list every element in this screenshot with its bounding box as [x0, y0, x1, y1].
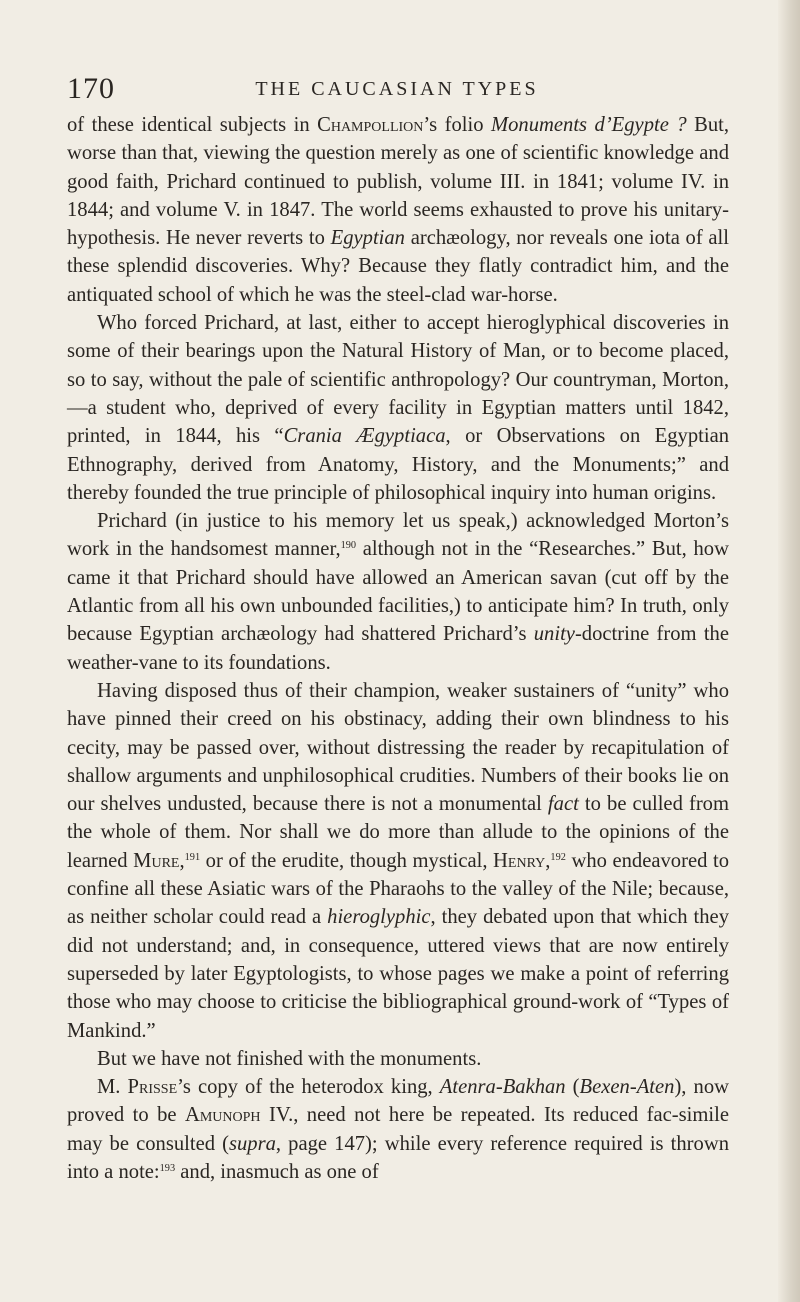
- paragraph: [67, 507, 729, 677]
- italic-text: hieroglyphic: [327, 906, 431, 929]
- text-run: , they debated upon that which they did not understand; and, in consequence, uttered views that are now entirely superseded by later Egyptologists, to whose pages we make a point of referring those who may choose to criticise the bibliographical ground-work of “Types of Mankind.”: [67, 906, 729, 1042]
- small-caps-name: Prisse: [127, 1076, 178, 1099]
- text-run: , or Observations on Egyptian Ethnography, derived from Anatomy, History, and the Monuments;” and thereby founded the true principle of philosophical inquiry into human origins.: [67, 425, 730, 504]
- text-run: , page 147); while every reference required is thrown into a note:: [67, 1132, 729, 1183]
- italic-text: Atenra-Bakhan: [439, 1076, 566, 1099]
- footnote-ref: 193: [159, 1162, 176, 1174]
- text-run: ’s copy of the heterodox king,: [177, 1076, 440, 1099]
- footnote-ref: 191: [184, 851, 201, 863]
- text-run: (: [565, 1076, 580, 1099]
- text-run: and, inasmuch as one of: [175, 1160, 379, 1183]
- body-text: [67, 111, 729, 1186]
- paragraph: [67, 111, 729, 309]
- text-run: ), now proved to be: [67, 1076, 730, 1127]
- running-head: THE CAUCASIAN TYPES: [255, 78, 539, 100]
- page-header: [67, 72, 727, 106]
- small-caps-name: Henry: [493, 849, 546, 872]
- text-run: IV., need not here be repeated. Its reduced fac-simile may be consulted (: [67, 1104, 729, 1155]
- text-run: But we have not finished with the monuments.: [97, 1047, 482, 1070]
- paragraph: [67, 309, 729, 507]
- text-run: ,: [179, 849, 185, 872]
- footnote-ref: 192: [550, 851, 566, 863]
- paragraph: [67, 1073, 729, 1186]
- text-run: ,: [545, 849, 551, 872]
- text-run: to be culled from the whole of them. Nor shall we do more than allude to the opinions of the learned: [67, 793, 729, 872]
- italic-text: Monuments d’Egypte ?: [490, 114, 687, 136]
- text-run: or of the erudite, though mystical,: [200, 849, 494, 872]
- italic-text: Crania Ægyptiaca: [283, 425, 446, 448]
- italic-text: Egyptian: [330, 227, 405, 250]
- small-caps-name: Mure: [133, 849, 180, 872]
- italic-text: supra: [229, 1132, 276, 1155]
- page-edge-shadow: [778, 0, 800, 1302]
- text-run: Prichard (in justice to his memory let us speak,) acknowledged Morton’s work in the handsomest manner,: [67, 510, 729, 561]
- paragraph: [67, 1045, 729, 1073]
- page-number: 170: [67, 72, 115, 105]
- paragraph: [67, 677, 729, 1045]
- small-caps-name: Champollion: [317, 114, 424, 136]
- italic-text: fact: [547, 793, 579, 816]
- italic-text: unity: [533, 623, 575, 646]
- text-run: ’s folio: [423, 114, 491, 136]
- text-run: of these identical subjects in: [67, 114, 318, 136]
- italic-text: Bexen-Aten: [579, 1076, 675, 1099]
- text-run: who endeavored to confine all these Asiatic wars of the Pharaohs to the valley of the Nile; because, as neither scholar could read a: [67, 849, 729, 929]
- text-run: although not in the “Researches.” But, how came it that Prichard should have allowed an American savan (cut off by the Atlantic from all his own unbounded facilities,) to anticipate him? In truth, only because Egyptian archæology had shattered Prichard’s: [67, 538, 729, 646]
- small-caps-name: Amunoph: [184, 1104, 261, 1127]
- text-run: M.: [97, 1076, 128, 1099]
- text-run: Who forced Prichard, at last, either to accept hieroglyphical discoveries in some of their bearings upon the Natural History of Man, or to become placed, so to say, without the pale of scientific anthropology? Our countryman, Morton,—a student who, deprived of every facility in Egyptian matters until 1842, printed, in 1844, his “: [67, 312, 729, 448]
- footnote-ref: 190: [340, 540, 357, 552]
- text-run: Having disposed thus of their champion, weaker sustainers of “unity” who have pinned their creed on his obstinacy, adding their own blindness to his cecity, may be passed over, without distressing the reader by recapitulation of shallow arguments and unphilosophical crudities. Numbers of their books lie on our shelves undusted, because there is not a monumental: [67, 679, 729, 816]
- text-run: archæology, nor reveals one iota of all these splendid discoveries. Why? Because they flatly contradict him, and the antiquated school of which he was the steel-clad war-horse.: [67, 227, 729, 306]
- text-run: -doctrine from the weather-vane to its foundations.: [67, 623, 729, 674]
- text-run: But, worse than that, viewing the question merely as one of scientific knowledge and good faith, Prichard continued to publish, volume III. in 1841; volume IV. in 1844; and volume V. in 1847. The world seems exhausted to prove his unitary-hypothesis. He never reverts to: [67, 114, 729, 250]
